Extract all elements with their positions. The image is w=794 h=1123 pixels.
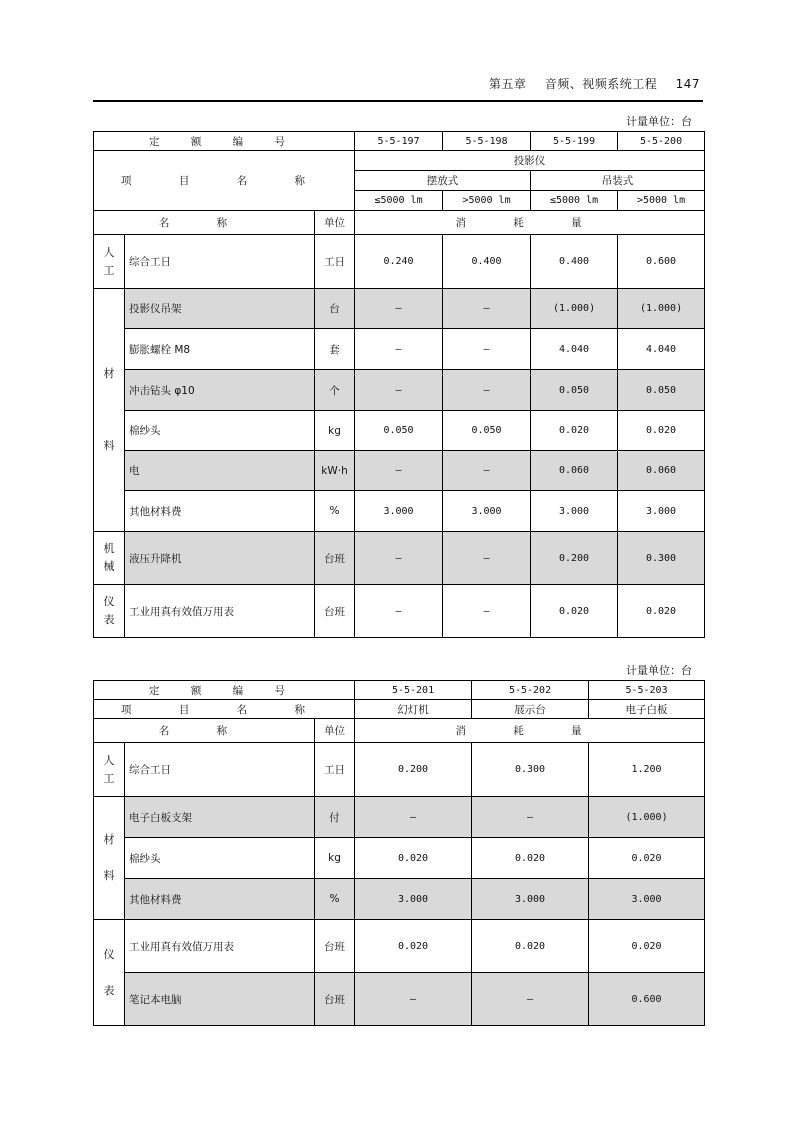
resource-name: 棉纱头 xyxy=(125,411,315,451)
unit-label-1: 计量单位：台 xyxy=(626,115,692,128)
category-meter: 仪 表 xyxy=(94,585,125,638)
value-cell: 0.600 xyxy=(618,235,705,289)
code-label: 定 额 编 号 xyxy=(94,132,355,151)
code-label: 定 额 编 号 xyxy=(94,681,355,700)
value-cell: — xyxy=(355,370,443,411)
value-cell: — xyxy=(443,370,531,411)
chapter-label: 第五章 xyxy=(488,77,527,91)
value-cell: 0.060 xyxy=(618,451,705,491)
resource-unit: 台班 xyxy=(315,973,355,1026)
value-cell: 0.020 xyxy=(355,920,472,973)
name-header: 名 称 xyxy=(94,719,315,743)
value-cell: 3.000 xyxy=(443,491,531,532)
resource-unit: 台班 xyxy=(315,920,355,973)
value-cell: 0.020 xyxy=(355,838,472,879)
resource-name: 笔记本电脑 xyxy=(125,973,315,1026)
resource-unit: 付 xyxy=(315,797,355,838)
value-cell: 4.040 xyxy=(531,329,618,370)
value-cell: — xyxy=(355,329,443,370)
value-cell: (1.000) xyxy=(618,289,705,329)
unit-header: 单位 xyxy=(315,719,355,743)
resource-unit: kg xyxy=(315,838,355,879)
resource-name: 其他材料费 xyxy=(125,879,315,920)
consume-header: 消 耗 量 xyxy=(355,719,705,743)
value-cell: 0.020 xyxy=(589,920,705,973)
category-labor: 人 工 xyxy=(94,235,125,289)
spec-cell: >5000 lm xyxy=(443,191,531,211)
value-cell: — xyxy=(355,973,472,1026)
category-material: 材 料 xyxy=(94,797,125,920)
resource-name: 电 xyxy=(125,451,315,491)
subgroup-label: 摆放式 xyxy=(355,171,531,191)
resource-name: 工业用真有效值万用表 xyxy=(125,920,315,973)
resource-unit: % xyxy=(315,879,355,920)
value-cell: 4.040 xyxy=(618,329,705,370)
value-cell: 3.000 xyxy=(589,879,705,920)
value-cell: 0.020 xyxy=(618,585,705,638)
resource-unit: % xyxy=(315,491,355,532)
value-cell: 0.020 xyxy=(472,838,589,879)
resource-unit: 台 xyxy=(315,289,355,329)
value-cell: 0.400 xyxy=(443,235,531,289)
category-machine: 机 械 xyxy=(94,532,125,585)
value-cell: 0.020 xyxy=(472,920,589,973)
code-cell: 5-5-200 xyxy=(618,132,705,151)
resource-name: 工业用真有效值万用表 xyxy=(125,585,315,638)
unit-label-2: 计量单位：台 xyxy=(626,664,692,677)
resource-unit: 个 xyxy=(315,370,355,411)
spec-cell: ≤5000 lm xyxy=(531,191,618,211)
value-cell: 3.000 xyxy=(618,491,705,532)
value-cell: — xyxy=(355,451,443,491)
resource-unit: 台班 xyxy=(315,532,355,585)
code-cell: 5-5-202 xyxy=(472,681,589,700)
value-cell: (1.000) xyxy=(589,797,705,838)
value-cell: 0.020 xyxy=(531,585,618,638)
category-labor: 人 工 xyxy=(94,743,125,797)
value-cell: — xyxy=(355,532,443,585)
value-cell: — xyxy=(443,585,531,638)
resource-name: 膨胀螺栓 M8 xyxy=(125,329,315,370)
name-header: 名 称 xyxy=(94,211,315,235)
value-cell: 0.020 xyxy=(531,411,618,451)
value-cell: (1.000) xyxy=(531,289,618,329)
resource-name: 投影仪吊架 xyxy=(125,289,315,329)
code-cell: 5-5-201 xyxy=(355,681,472,700)
code-cell: 5-5-199 xyxy=(531,132,618,151)
value-cell: 0.200 xyxy=(355,743,472,797)
item-cell: 幻灯机 xyxy=(355,700,472,719)
value-cell: 3.000 xyxy=(355,879,472,920)
value-cell: 0.400 xyxy=(531,235,618,289)
resource-name: 综合工日 xyxy=(125,235,315,289)
resource-unit: 台班 xyxy=(315,585,355,638)
resource-unit: 工日 xyxy=(315,235,355,289)
value-cell: — xyxy=(443,329,531,370)
value-cell: 0.200 xyxy=(531,532,618,585)
value-cell: — xyxy=(355,585,443,638)
value-cell: 0.300 xyxy=(472,743,589,797)
value-cell: 0.300 xyxy=(618,532,705,585)
item-cell: 展示台 xyxy=(472,700,589,719)
resource-unit: 套 xyxy=(315,329,355,370)
value-cell: — xyxy=(443,451,531,491)
category-meter: 仪 表 xyxy=(94,920,125,1026)
value-cell: 3.000 xyxy=(472,879,589,920)
value-cell: 0.050 xyxy=(531,370,618,411)
resource-unit: kW·h xyxy=(315,451,355,491)
page-header xyxy=(475,75,700,92)
resource-name: 其他材料费 xyxy=(125,491,315,532)
value-cell: — xyxy=(355,289,443,329)
code-cell: 5-5-197 xyxy=(355,132,443,151)
value-cell: 0.240 xyxy=(355,235,443,289)
value-cell: 0.050 xyxy=(618,370,705,411)
group-label: 投影仪 xyxy=(355,151,705,171)
resource-unit: kg xyxy=(315,411,355,451)
resource-name: 电子白板支架 xyxy=(125,797,315,838)
item-label: 项 目 名 称 xyxy=(94,151,355,211)
resource-name: 棉纱头 xyxy=(125,838,315,879)
resource-unit: 工日 xyxy=(315,743,355,797)
value-cell: 3.000 xyxy=(531,491,618,532)
spec-cell: >5000 lm xyxy=(618,191,705,211)
value-cell: 0.600 xyxy=(589,973,705,1026)
code-cell: 5-5-198 xyxy=(443,132,531,151)
chapter-title: 音频、视频系统工程 xyxy=(544,77,658,91)
header-rule xyxy=(93,100,703,102)
consume-header: 消 耗 量 xyxy=(355,211,705,235)
value-cell: 0.050 xyxy=(355,411,443,451)
item-cell: 电子白板 xyxy=(589,700,705,719)
resource-name: 综合工日 xyxy=(125,743,315,797)
value-cell: 0.020 xyxy=(618,411,705,451)
quota-table-2 xyxy=(93,680,705,1026)
unit-header: 单位 xyxy=(315,211,355,235)
value-cell: 0.020 xyxy=(589,838,705,879)
value-cell: 0.060 xyxy=(531,451,618,491)
value-cell: — xyxy=(443,289,531,329)
value-cell: — xyxy=(355,797,472,838)
resource-name: 冲击钻头 φ10 xyxy=(125,370,315,411)
code-cell: 5-5-203 xyxy=(589,681,705,700)
resource-name: 液压升降机 xyxy=(125,532,315,585)
subgroup-label: 吊装式 xyxy=(531,171,705,191)
category-material: 材 料 xyxy=(94,289,125,532)
spec-cell: ≤5000 lm xyxy=(355,191,443,211)
value-cell: — xyxy=(472,797,589,838)
value-cell: 1.200 xyxy=(589,743,705,797)
value-cell: — xyxy=(443,532,531,585)
item-label: 项 目 名 称 xyxy=(94,700,355,719)
page-number: 147 xyxy=(675,77,700,91)
value-cell: 3.000 xyxy=(355,491,443,532)
value-cell: — xyxy=(472,973,589,1026)
quota-table-1 xyxy=(93,131,705,638)
value-cell: 0.050 xyxy=(443,411,531,451)
